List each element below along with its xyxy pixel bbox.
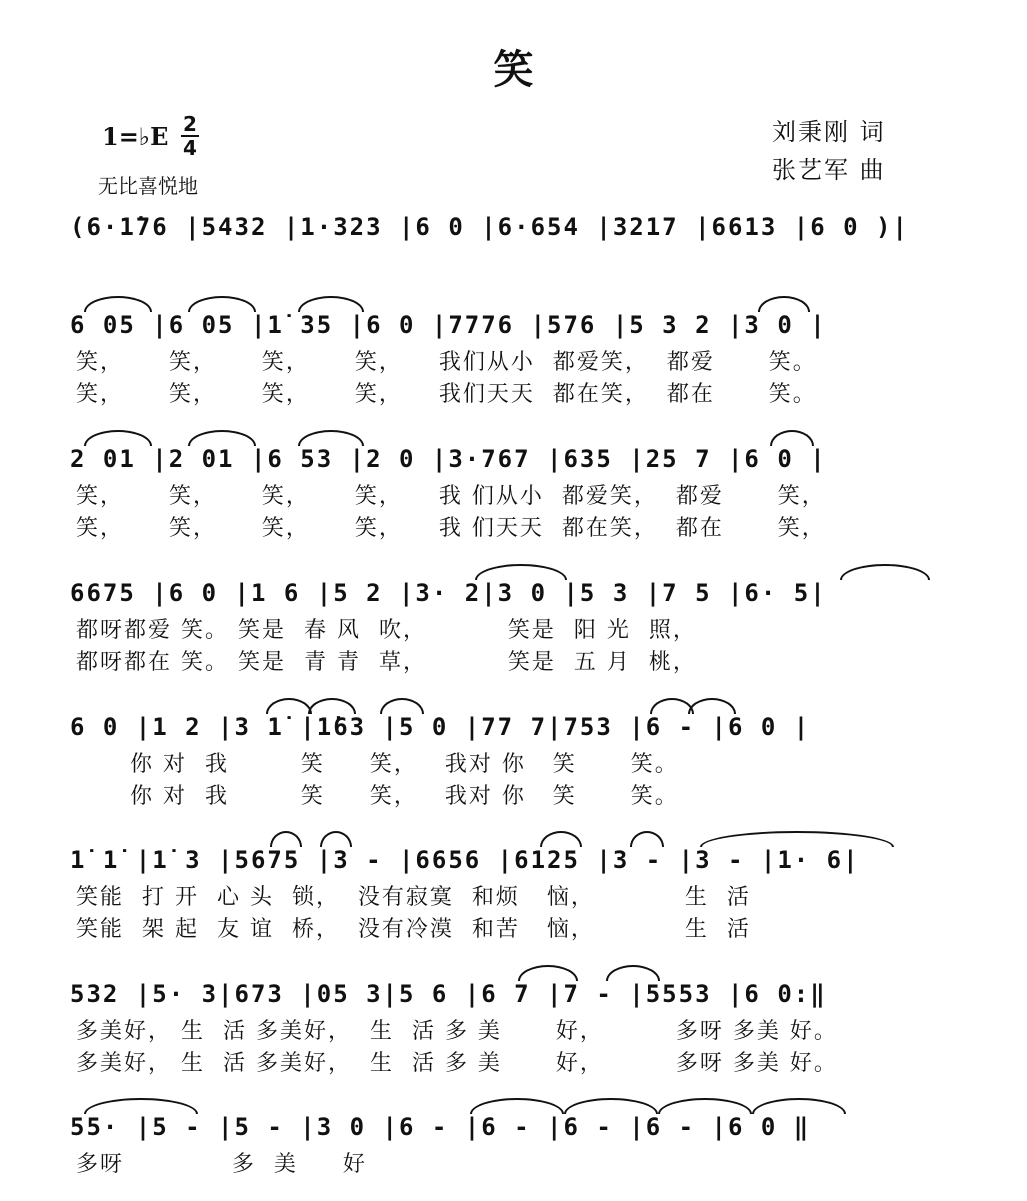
notes-line: 6 05 |6 05 |1̇ 35 |6 0 |7776 |576 |5 3 2 |3 0 | [70,311,827,339]
lyric-verse-1: 你 对 我 笑 笑， 我对 你 笑 笑。 [76,752,679,777]
notes-line: 6 0 |1 2 |3 1̇ |1̇63 |5 0 |77 7|753 |6 - |6 0 | [70,713,811,741]
tempo-marking: 无比喜悦地 [98,174,198,198]
notes-line: (6·1̇76 |5432 |1·323 |6 0 |6·654 |3217 |6613 |6 0 )| [70,213,909,241]
lyric-verse-2: 你 对 我 笑 笑， 我对 你 笑 笑。 [76,784,679,809]
lyric-verse-1: 都呀都爱 笑。 笑是 春 风 吹， 笑是 阳 光 照， [76,618,697,643]
song-title: 笑 [493,46,534,93]
lyric-verse-2: 多美好， 生 活 多美好， 生 活 多 美 好， 多呀 多美 好。 [76,1051,838,1076]
lyric-verse-2: 笑， 笑， 笑， 笑， 我们天天 都在笑， 都在 笑。 [76,382,817,407]
lyric-verse-2: 笑能 架 起 友 谊 桥， 没有冷漠 和苦 恼， 生 活 [76,917,751,942]
lyric-verse-1: 多美好， 生 活 多美好， 生 活 多 美 好， 多呀 多美 好。 [76,1019,838,1044]
lyric-verse-1: 笑， 笑， 笑， 笑， 我 们从小 都爱笑， 都爱 笑， [76,484,826,509]
lyricist-credit: 刘秉刚 词 [772,118,886,146]
lyric-verse-1: 笑， 笑， 笑， 笑， 我们从小 都爱笑， 都爱 笑。 [76,350,817,375]
time-signature [181,114,199,158]
notes-line: 1̇ 1̇ |1̇ 3 |5675 |3 - |6656 |6125 |3 - |3 - |1· 6| [70,846,860,874]
time-signature-bottom: 4 [183,136,197,160]
lyric-verse-2: 都呀都在 笑。 笑是 青 青 草， 笑是 五 月 桃， [76,650,697,675]
time-signature-top: 2 [183,112,197,136]
notes-line: 55· |5 - |5 - |3 0 |6 - |6 - |6 - |6 - |6 0 ‖ [70,1113,811,1141]
notes-line: 2 01 |2 01 |6 53 |2 0 |3·767 |635 |25 7 |6 0 | [70,445,827,473]
composer-credit: 张艺军 曲 [772,156,886,184]
notes-line: 6675 |6 0 |1 6 |5 2 |3· 2|3 0 |5 3 |7 5 |6· 5| [70,579,827,607]
key-signature: 1=♭E [102,122,169,151]
lyric-verse-1: 笑能 打 开 心 头 锁， 没有寂寞 和烦 恼， 生 活 [76,885,751,910]
lyric-verse-1: 多呀 多 美 好 [76,1152,367,1177]
lyric-verse-2: 笑， 笑， 笑， 笑， 我 们天天 都在笑， 都在 笑， [76,516,826,541]
notes-line: 532 |5· 3|673 |05 3|5 6 |6 7 |7 - |5553 |6 0:‖ [70,980,827,1008]
